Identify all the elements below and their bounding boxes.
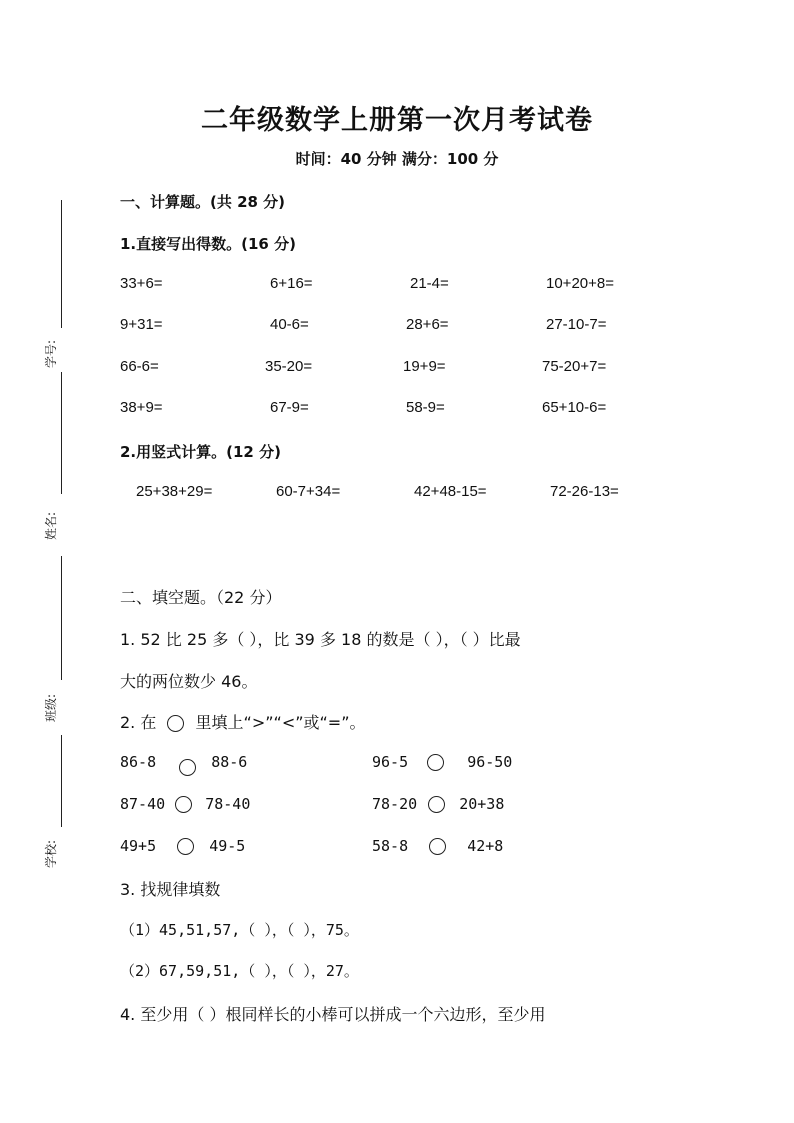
- circle-icon: [167, 715, 184, 732]
- problem: 58-9=: [406, 399, 445, 416]
- fill-q3-line1: （1）45,51,57,（ ），（ ），75。: [120, 921, 359, 939]
- compare-item: [120, 753, 247, 771]
- problem: 27-10-7=: [546, 316, 607, 333]
- binding-line: [61, 200, 62, 328]
- compare-right: 42+8: [467, 837, 504, 855]
- q1-heading: 1.直接写出得数。(16 分): [120, 235, 296, 253]
- q2-heading: 2.用竖式计算。(12 分): [120, 443, 281, 461]
- compare-left: 86-8: [120, 753, 157, 771]
- vertical-problem: 72-26-13=: [550, 483, 619, 500]
- compare-item: [372, 795, 504, 813]
- compare-left: 96-5: [372, 753, 409, 771]
- binding-line: [61, 372, 62, 494]
- vertical-problem: 60-7+34=: [276, 483, 341, 500]
- vertical-problem: 42+48-15=: [414, 483, 487, 500]
- xuexiao-label: 学校:: [44, 839, 58, 868]
- circle-icon[interactable]: [428, 796, 445, 813]
- circle-icon[interactable]: [179, 759, 196, 776]
- compare-left: 58-8: [372, 837, 409, 855]
- compare-right: 88-6: [211, 753, 248, 771]
- xuehao-label: 学号:: [44, 339, 58, 368]
- compare-right: 20+38: [459, 795, 505, 813]
- page-title: 二年级数学上册第一次月考试卷: [201, 105, 593, 136]
- compare-left: 87-40: [120, 795, 166, 813]
- problem: 33+6=: [120, 275, 163, 292]
- compare-item: [120, 795, 250, 813]
- problem: 38+9=: [120, 399, 163, 416]
- compare-right: 96-50: [467, 753, 513, 771]
- fill-q3-heading: 3. 找规律填数: [120, 880, 221, 899]
- vertical-problem: 25+38+29=: [136, 483, 213, 500]
- binding-line: [61, 735, 62, 827]
- problem: 65+10-6=: [542, 399, 607, 416]
- fill-q1-line2: 大的两位数少 46。: [120, 672, 258, 691]
- banji-label: 班级:: [44, 693, 58, 722]
- section1-heading: 一、计算题。(共 28 分): [120, 193, 286, 211]
- circle-icon[interactable]: [177, 838, 194, 855]
- fill-q2-suffix: 里填上“>”“<”或“=”。: [195, 713, 366, 732]
- compare-left: 49+5: [120, 837, 157, 855]
- compare-right: 49-5: [209, 837, 246, 855]
- problem: 10+20+8=: [546, 275, 614, 292]
- fill-q2: [120, 710, 366, 733]
- fill-q2-prefix: 2. 在: [120, 713, 157, 732]
- page-subtitle: 时间：40 分钟 满分：100 分: [295, 150, 499, 168]
- fill-q4: 4. 至少用（ ）根同样长的小棒可以拼成一个六边形，至少用: [120, 1005, 546, 1024]
- binding-line: [61, 556, 62, 680]
- fill-q1-line1: 1. 52 比 25 多（ ），比 39 多 18 的数是（ ），（ ）比最: [120, 630, 521, 649]
- problem: 21-4=: [410, 275, 449, 292]
- compare-item: [372, 753, 512, 771]
- problem: 75-20+7=: [542, 358, 607, 375]
- problem: 67-9=: [270, 399, 309, 416]
- xingming-label: 姓名:: [44, 511, 58, 540]
- compare-item: [372, 837, 503, 855]
- circle-icon[interactable]: [427, 754, 444, 771]
- problem: 28+6=: [406, 316, 449, 333]
- fill-q3-line2: （2）67,59,51,（ ），（ ），27。: [120, 962, 359, 980]
- section2-heading: 二、填空题。（22 分）: [120, 588, 282, 607]
- circle-icon[interactable]: [175, 796, 192, 813]
- problem: 6+16=: [270, 275, 313, 292]
- problem: 19+9=: [403, 358, 446, 375]
- compare-left: 78-20: [372, 795, 418, 813]
- compare-right: 78-40: [205, 795, 251, 813]
- problem: 9+31=: [120, 316, 163, 333]
- problem: 35-20=: [265, 358, 313, 375]
- problem: 66-6=: [120, 358, 159, 375]
- compare-item: [120, 837, 245, 855]
- problem: 40-6=: [270, 316, 309, 333]
- circle-icon[interactable]: [429, 838, 446, 855]
